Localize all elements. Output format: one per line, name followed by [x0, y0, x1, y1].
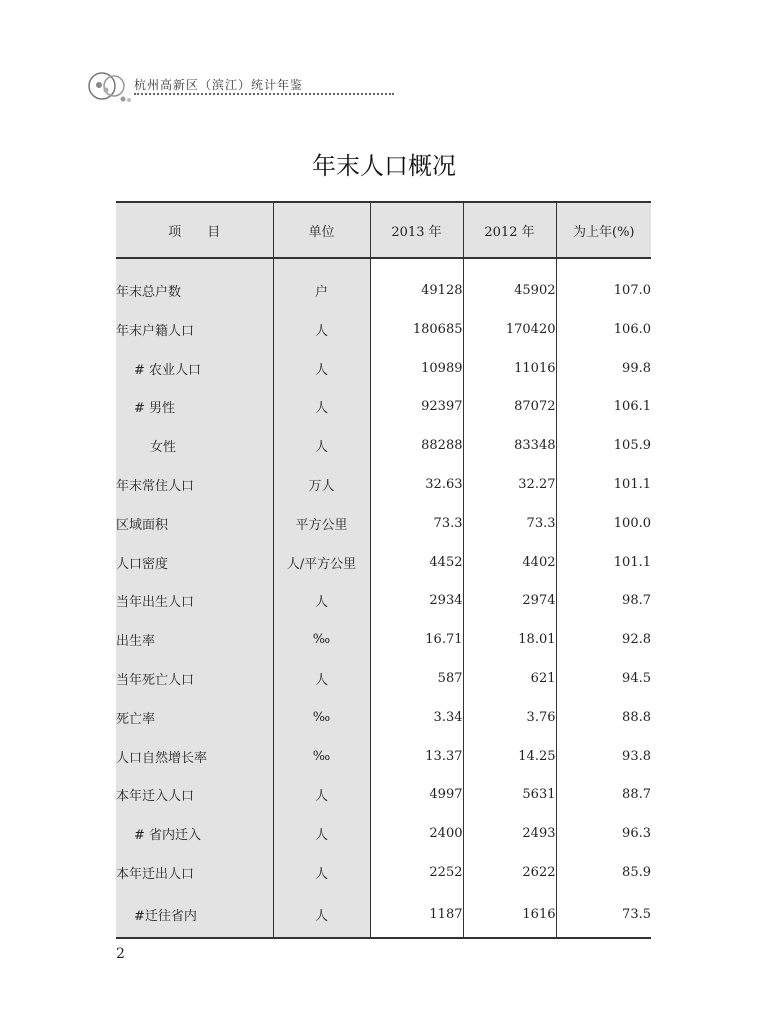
row-2013-cell: 73.3 — [370, 504, 463, 543]
table-row — [116, 426, 651, 465]
column-header-pct: 为上年(%) — [556, 202, 651, 258]
row-item-cell: 年末总户数 — [116, 258, 273, 310]
row-pct-cell: 94.5 — [622, 671, 651, 687]
row-2012-cell: 1616 — [463, 892, 556, 938]
row-2013-cell: 3.34 — [370, 698, 463, 737]
row-item-cell: 人口自然增长率 — [116, 737, 273, 776]
row-pct-cell: 85.9 — [622, 865, 651, 881]
table-row — [116, 814, 651, 853]
row-2012-cell: 2622 — [463, 853, 556, 892]
table-row — [116, 892, 651, 938]
row-unit-cell: ‰ — [273, 698, 370, 737]
table-row — [116, 620, 651, 659]
row-2012-cell: 83348 — [463, 426, 556, 465]
row-item-cell: 当年死亡人口 — [116, 659, 273, 698]
row-pct-cell: 105.9 — [613, 438, 651, 454]
row-2013-cell: 4452 — [370, 543, 463, 582]
row-item-cell: # 男性 — [116, 388, 273, 427]
row-pct-cell: 88.8 — [622, 709, 651, 725]
row-unit-cell: 人/平方公里 — [273, 543, 370, 582]
row-unit-cell: 人 — [273, 659, 370, 698]
row-pct-cell: 107.0 — [613, 283, 651, 298]
table-row — [116, 543, 651, 582]
row-2012-cell: 4402 — [463, 543, 556, 582]
row-2013-cell: 16.71 — [370, 620, 463, 659]
row-item-cell: 年末户籍人口 — [116, 310, 273, 349]
row-item-cell: 本年迁出人口 — [116, 853, 273, 892]
page-number: 2 — [116, 946, 125, 962]
row-item-cell: 年末常住人口 — [116, 465, 273, 504]
row-item-cell: 区域面积 — [116, 504, 273, 543]
row-pct-cell: 98.7 — [622, 593, 651, 609]
table-row — [116, 853, 651, 892]
row-item-cell: 人口密度 — [116, 543, 273, 582]
row-unit-cell: 人 — [273, 776, 370, 815]
row-pct-cell: 106.0 — [613, 321, 651, 337]
row-item-cell: #迁往省内 — [116, 892, 273, 938]
row-2013-cell: 49128 — [370, 258, 463, 310]
row-item-cell: 死亡率 — [116, 698, 273, 737]
row-2012-cell: 11016 — [463, 349, 556, 388]
column-header-2012: 2012 年 — [463, 202, 556, 258]
row-2013-cell: 10989 — [370, 349, 463, 388]
row-2012-cell: 73.3 — [463, 504, 556, 543]
row-2013-cell: 587 — [370, 659, 463, 698]
row-2012-cell: 2493 — [463, 814, 556, 853]
row-2013-cell: 13.37 — [370, 737, 463, 776]
row-2013-cell: 88288 — [370, 426, 463, 465]
table-row — [116, 465, 651, 504]
table-row — [116, 737, 651, 776]
row-pct-cell: 106.1 — [613, 399, 651, 415]
row-2013-cell: 2400 — [370, 814, 463, 853]
row-item-cell: # 省内迁入 — [116, 814, 273, 853]
row-unit-cell: 人 — [273, 349, 370, 388]
table-row — [116, 698, 651, 737]
row-pct-cell: 88.7 — [622, 787, 651, 803]
row-2012-cell: 45902 — [463, 258, 556, 310]
row-unit-cell: 人 — [273, 853, 370, 892]
row-2012-cell: 621 — [463, 659, 556, 698]
row-2013-cell: 4997 — [370, 776, 463, 815]
row-unit-cell: 人 — [273, 310, 370, 349]
table-row — [116, 504, 651, 543]
row-pct-cell: 101.1 — [613, 477, 651, 493]
row-item-cell: 本年迁入人口 — [116, 776, 273, 815]
row-unit-cell: 人 — [273, 814, 370, 853]
row-2012-cell: 14.25 — [463, 737, 556, 776]
row-2012-cell: 3.76 — [463, 698, 556, 737]
row-unit-cell: 平方公里 — [273, 504, 370, 543]
row-2012-cell: 18.01 — [463, 620, 556, 659]
table-header-row — [116, 202, 651, 258]
row-2012-cell: 5631 — [463, 776, 556, 815]
running-header — [84, 66, 404, 106]
row-item-cell: 当年出生人口 — [116, 582, 273, 621]
table-row — [116, 659, 651, 698]
header-dotted-rule — [134, 93, 394, 95]
table-row — [116, 776, 651, 815]
row-unit-cell: ‰ — [273, 737, 370, 776]
table-row — [116, 388, 651, 427]
row-2012-cell: 170420 — [463, 310, 556, 349]
row-2013-cell: 1187 — [370, 892, 463, 938]
row-2012-cell: 32.27 — [463, 465, 556, 504]
row-pct-cell: 96.3 — [622, 826, 651, 842]
book-title: 杭州高新区（滨江）统计年鉴 — [134, 78, 304, 92]
row-2013-cell: 92397 — [370, 388, 463, 427]
row-item-cell: 女性 — [116, 426, 273, 465]
circles-logo-icon — [84, 66, 134, 106]
column-header-unit: 单位 — [273, 202, 370, 258]
row-2012-cell: 87072 — [463, 388, 556, 427]
row-pct-cell: 100.0 — [613, 515, 651, 531]
table-row — [116, 582, 651, 621]
row-2012-cell: 2974 — [463, 582, 556, 621]
row-2013-cell: 2252 — [370, 853, 463, 892]
table-row — [116, 310, 651, 349]
population-table — [116, 201, 651, 939]
row-pct-cell: 101.1 — [613, 554, 651, 570]
row-2013-cell: 2934 — [370, 582, 463, 621]
column-header-item: 项 目 — [116, 202, 273, 258]
row-pct-cell: 92.8 — [622, 632, 651, 648]
row-pct-cell: 99.8 — [622, 360, 651, 376]
row-unit-cell: 人 — [273, 426, 370, 465]
row-2013-cell: 32.63 — [370, 465, 463, 504]
row-unit-cell: 人 — [273, 892, 370, 938]
row-unit-cell: 万人 — [273, 465, 370, 504]
row-unit-cell: 人 — [273, 582, 370, 621]
row-unit-cell: ‰ — [273, 620, 370, 659]
table-row — [116, 258, 651, 310]
row-2013-cell: 180685 — [370, 310, 463, 349]
table-row — [116, 349, 651, 388]
row-pct-cell: 93.8 — [622, 748, 651, 764]
row-unit-cell: 人 — [273, 388, 370, 427]
row-item-cell: # 农业人口 — [116, 349, 273, 388]
column-header-2013: 2013 年 — [370, 202, 463, 258]
row-item-cell: 出生率 — [116, 620, 273, 659]
row-unit-cell: 户 — [273, 258, 370, 310]
row-pct-cell: 73.5 — [556, 892, 651, 938]
page-title: 年末人口概况 — [312, 152, 456, 180]
